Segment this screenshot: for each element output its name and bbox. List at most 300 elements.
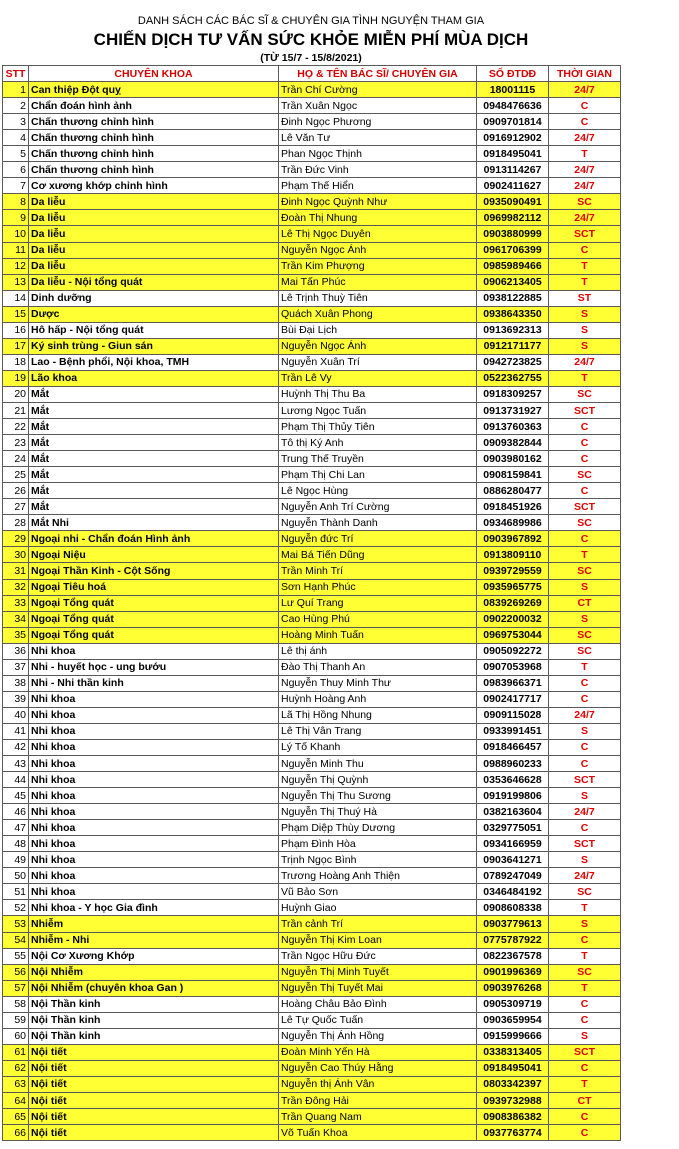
table-row	[3, 194, 621, 210]
specialty-cell: Mắt Nhi	[29, 515, 279, 531]
row-number: 24	[3, 451, 29, 467]
doctor-name-cell: Nguyễn Thị Ánh Hồng	[279, 1028, 477, 1044]
row-number: 66	[3, 1125, 29, 1141]
doctor-name-cell: Phạm Thế Hiển	[279, 178, 477, 194]
row-number: 37	[3, 659, 29, 675]
time-cell: C	[549, 675, 621, 691]
time-cell: SC	[549, 515, 621, 531]
table-row	[3, 996, 621, 1012]
doctor-name-cell: Nguyễn đức Trí	[279, 531, 477, 547]
specialty-cell: Nội Nhiễm (chuyên khoa Gan )	[29, 980, 279, 996]
doctor-name-cell: Trần Quang Nam	[279, 1109, 477, 1125]
phone-cell: 0915999666	[477, 1028, 549, 1044]
doctor-name-cell: Đào Thị Thanh An	[279, 659, 477, 675]
row-number: 7	[3, 178, 29, 194]
phone-cell: 0913692313	[477, 322, 549, 338]
phone-cell: 0918495041	[477, 146, 549, 162]
time-cell: T	[549, 146, 621, 162]
table-row	[3, 723, 621, 739]
column-header-name: HỌ & TÊN BÁC SĨ/ CHUYÊN GIA	[279, 66, 477, 82]
time-cell: T	[549, 370, 621, 386]
phone-cell: 0789247049	[477, 868, 549, 884]
row-number: 59	[3, 1012, 29, 1028]
time-cell: S	[549, 1028, 621, 1044]
table-row	[3, 354, 621, 370]
phone-cell: 0938122885	[477, 290, 549, 306]
specialty-cell: Nội tiết	[29, 1044, 279, 1060]
row-number: 51	[3, 884, 29, 900]
phone-cell: 0902417717	[477, 691, 549, 707]
phone-cell: 18001115	[477, 82, 549, 98]
phone-cell: 0906213405	[477, 274, 549, 290]
specialty-cell: Nội Thần kinh	[29, 1012, 279, 1028]
specialty-cell: Nội tiết	[29, 1125, 279, 1141]
phone-cell: 0903976268	[477, 980, 549, 996]
table-row	[3, 210, 621, 226]
specialty-cell: Mắt	[29, 419, 279, 435]
row-number: 10	[3, 226, 29, 242]
table-row	[3, 932, 621, 948]
time-cell: T	[549, 948, 621, 964]
phone-cell: 0822367578	[477, 948, 549, 964]
row-number: 6	[3, 162, 29, 178]
specialty-cell: Ngoại Tổng quát	[29, 627, 279, 643]
phone-cell: 0961706399	[477, 242, 549, 258]
list-title: DANH SÁCH CÁC BÁC SĨ & CHUYÊN GIA TÌNH NGUYỆN THAM GIA	[137, 15, 485, 27]
row-number: 38	[3, 675, 29, 691]
time-cell: C	[549, 1012, 621, 1028]
phone-cell: 0948476636	[477, 98, 549, 114]
table-row	[3, 643, 621, 659]
time-cell: SCT	[549, 499, 621, 515]
time-cell: S	[549, 338, 621, 354]
time-cell: T	[549, 980, 621, 996]
time-cell: C	[549, 98, 621, 114]
row-number: 35	[3, 627, 29, 643]
campaign-title: CHIẾN DỊCH TƯ VẤN SỨC KHỎE MIỄN PHÍ MÙA DỊCH	[93, 30, 529, 49]
table-row	[3, 82, 621, 98]
row-number: 36	[3, 643, 29, 659]
row-number: 55	[3, 948, 29, 964]
row-number: 62	[3, 1060, 29, 1076]
doctor-name-cell: Trung Thế Truyền	[279, 451, 477, 467]
row-number: 65	[3, 1109, 29, 1125]
specialty-cell: Nhiễm	[29, 916, 279, 932]
phone-cell: 0908159841	[477, 467, 549, 483]
doctor-name-cell: Phạm Thị Chi Lan	[279, 467, 477, 483]
doctor-name-cell: Trịnh Ngọc Bình	[279, 852, 477, 868]
time-cell: SC	[549, 964, 621, 980]
doctor-name-cell: Huỳnh Giao	[279, 900, 477, 916]
row-number: 21	[3, 402, 29, 418]
specialty-cell: Dược	[29, 306, 279, 322]
specialty-cell: Nhi khoa	[29, 820, 279, 836]
row-number: 23	[3, 435, 29, 451]
time-cell: 24/7	[549, 210, 621, 226]
time-cell: 24/7	[549, 354, 621, 370]
phone-cell: 0935965775	[477, 579, 549, 595]
specialty-cell: Ký sinh trùng - Giun sán	[29, 338, 279, 354]
time-cell: CT	[549, 1093, 621, 1109]
table-row	[3, 772, 621, 788]
doctor-list-sheet	[2, 14, 620, 1141]
specialty-cell: Da liễu	[29, 242, 279, 258]
doctor-name-cell: Nguyễn thị Ánh Vân	[279, 1076, 477, 1092]
row-number: 11	[3, 242, 29, 258]
time-cell: SC	[549, 627, 621, 643]
phone-cell: 0983966371	[477, 675, 549, 691]
phone-cell: 0338313405	[477, 1044, 549, 1060]
time-cell: C	[549, 691, 621, 707]
specialty-cell: Ngoại Tổng quát	[29, 611, 279, 627]
phone-cell: 0909115028	[477, 707, 549, 723]
table-row	[3, 467, 621, 483]
table-row	[3, 419, 621, 435]
doctor-name-cell: Phan Ngọc Thịnh	[279, 146, 477, 162]
row-number: 5	[3, 146, 29, 162]
doctor-name-cell: Nguyễn Anh Trí Cường	[279, 499, 477, 515]
doctor-name-cell: Lê Thị Ngọc Duyên	[279, 226, 477, 242]
doctor-name-cell: Nguyễn Thị Tuyết Mai	[279, 980, 477, 996]
column-header-stt: STT	[3, 66, 29, 82]
table-row	[3, 659, 621, 675]
specialty-cell: Chấn thương chỉnh hình	[29, 146, 279, 162]
table-row	[3, 852, 621, 868]
time-cell: SC	[549, 194, 621, 210]
time-cell: S	[549, 916, 621, 932]
table-row	[3, 1109, 621, 1125]
specialty-cell: Nhi khoa	[29, 788, 279, 804]
table-row	[3, 1125, 621, 1141]
doctor-name-cell: Nguyễn Thành Danh	[279, 515, 477, 531]
date-range: (TỪ 15/7 - 15/8/2021)	[260, 52, 362, 64]
table-body	[3, 82, 621, 1141]
doctor-name-cell: Nguyễn Thị Minh Tuyết	[279, 964, 477, 980]
specialty-cell: Nhi khoa	[29, 772, 279, 788]
specialty-cell: Mắt	[29, 451, 279, 467]
row-number: 42	[3, 739, 29, 755]
time-cell: 24/7	[549, 162, 621, 178]
doctor-name-cell: Huỳnh Thị Thu Ba	[279, 386, 477, 402]
table-row	[3, 836, 621, 852]
table-row	[3, 114, 621, 130]
time-cell: SC	[549, 643, 621, 659]
table-row	[3, 258, 621, 274]
column-header-time: THỜI GIAN	[549, 66, 621, 82]
table-row	[3, 322, 621, 338]
table-row	[3, 370, 621, 386]
table-row	[3, 980, 621, 996]
phone-cell: 0939732988	[477, 1093, 549, 1109]
time-cell: C	[549, 114, 621, 130]
table-row	[3, 1028, 621, 1044]
table-row	[3, 242, 621, 258]
time-cell: C	[549, 419, 621, 435]
phone-cell: 0918451926	[477, 499, 549, 515]
specialty-cell: Nội tiết	[29, 1076, 279, 1092]
table-row	[3, 547, 621, 563]
row-number: 47	[3, 820, 29, 836]
table-row	[3, 563, 621, 579]
table-row	[3, 1060, 621, 1076]
doctor-name-cell: Bùi Đại Lịch	[279, 322, 477, 338]
specialty-cell: Can thiệp Đột quỵ	[29, 82, 279, 98]
table-row	[3, 868, 621, 884]
row-number: 41	[3, 723, 29, 739]
phone-cell: 0913809110	[477, 547, 549, 563]
phone-cell: 0902200032	[477, 611, 549, 627]
specialty-cell: Hô hấp - Nội tổng quát	[29, 322, 279, 338]
row-number: 9	[3, 210, 29, 226]
row-number: 53	[3, 916, 29, 932]
specialty-cell: Mắt	[29, 467, 279, 483]
time-cell: S	[549, 579, 621, 595]
phone-cell: 0903880999	[477, 226, 549, 242]
doctor-name-cell: Phạm Thị Thủy Tiên	[279, 419, 477, 435]
time-cell: S	[549, 723, 621, 739]
table-row	[3, 306, 621, 322]
phone-cell: 0939729559	[477, 563, 549, 579]
time-cell: T	[549, 659, 621, 675]
doctor-name-cell: Lê Tự Quốc Tuấn	[279, 1012, 477, 1028]
specialty-cell: Nội tiết	[29, 1060, 279, 1076]
row-number: 3	[3, 114, 29, 130]
specialty-cell: Mắt	[29, 483, 279, 499]
row-number: 26	[3, 483, 29, 499]
phone-cell: 0353646628	[477, 772, 549, 788]
specialty-cell: Nội tiết	[29, 1093, 279, 1109]
doctor-name-cell: Trần Xuân Ngọc	[279, 98, 477, 114]
row-number: 28	[3, 515, 29, 531]
phone-cell: 0909382844	[477, 435, 549, 451]
phone-cell: 0903967892	[477, 531, 549, 547]
row-number: 32	[3, 579, 29, 595]
row-number: 14	[3, 290, 29, 306]
specialty-cell: Mắt	[29, 435, 279, 451]
row-number: 60	[3, 1028, 29, 1044]
phone-cell: 0916912902	[477, 130, 549, 146]
phone-cell: 0901996369	[477, 964, 549, 980]
doctor-name-cell: Lý Tố Khanh	[279, 739, 477, 755]
row-number: 43	[3, 756, 29, 772]
specialty-cell: Nhi khoa	[29, 884, 279, 900]
doctor-name-cell: Đinh Ngọc Quỳnh Như	[279, 194, 477, 210]
doctor-name-cell: Nguyễn Cao Thúy Hằng	[279, 1060, 477, 1076]
row-number: 48	[3, 836, 29, 852]
specialty-cell: Nội Nhiễm	[29, 964, 279, 980]
table-row	[3, 804, 621, 820]
time-cell: C	[549, 1125, 621, 1141]
doctor-name-cell: Phạm Đình Hòa	[279, 836, 477, 852]
doctor-name-cell: Nguyễn Minh Thu	[279, 756, 477, 772]
doctor-name-cell: Trần Ngọc Hữu Đức	[279, 948, 477, 964]
time-cell: S	[549, 306, 621, 322]
doctor-name-cell: Quách Xuân Phong	[279, 306, 477, 322]
doctor-name-cell: Nguyễn Xuân Trí	[279, 354, 477, 370]
row-number: 58	[3, 996, 29, 1012]
table-row	[3, 900, 621, 916]
time-cell: SC	[549, 563, 621, 579]
table-row	[3, 1044, 621, 1060]
row-number: 54	[3, 932, 29, 948]
doctor-name-cell: Nguyễn Ngọc Ánh	[279, 338, 477, 354]
row-number: 56	[3, 964, 29, 980]
table-row	[3, 386, 621, 402]
specialty-cell: Nội tiết	[29, 1109, 279, 1125]
row-number: 64	[3, 1093, 29, 1109]
row-number: 18	[3, 354, 29, 370]
doctor-name-cell: Sơn Hạnh Phúc	[279, 579, 477, 595]
specialty-cell: Chấn thương chỉnh hình	[29, 130, 279, 146]
phone-cell: 0913114267	[477, 162, 549, 178]
doctor-name-cell: Trương Hoàng Anh Thiện	[279, 868, 477, 884]
phone-cell: 0919199806	[477, 788, 549, 804]
table-row	[3, 756, 621, 772]
phone-cell: 0937763774	[477, 1125, 549, 1141]
time-cell: S	[549, 322, 621, 338]
specialty-cell: Nhi khoa	[29, 691, 279, 707]
table-row	[3, 290, 621, 306]
phone-cell: 0907053968	[477, 659, 549, 675]
table-header-row	[3, 66, 621, 82]
time-cell: CT	[549, 595, 621, 611]
specialty-cell: Nhi - Nhi thần kinh	[29, 675, 279, 691]
specialty-cell: Nhi khoa	[29, 707, 279, 723]
time-cell: 24/7	[549, 804, 621, 820]
specialty-cell: Da liễu	[29, 210, 279, 226]
row-number: 12	[3, 258, 29, 274]
phone-cell: 0913731927	[477, 402, 549, 418]
row-number: 20	[3, 386, 29, 402]
time-cell: SCT	[549, 1044, 621, 1060]
row-number: 15	[3, 306, 29, 322]
phone-cell: 0905092272	[477, 643, 549, 659]
table-row	[3, 1012, 621, 1028]
time-cell: S	[549, 611, 621, 627]
doctor-name-cell: Nguyễn Thị Thuý Hà	[279, 804, 477, 820]
doctor-name-cell: Mai Bá Tiến Dũng	[279, 547, 477, 563]
phone-cell: 0934689986	[477, 515, 549, 531]
phone-cell: 0988960233	[477, 756, 549, 772]
doctor-name-cell: Trần Kim Phượng	[279, 258, 477, 274]
doctor-name-cell: Trần Minh Trí	[279, 563, 477, 579]
row-number: 57	[3, 980, 29, 996]
time-cell: SC	[549, 467, 621, 483]
doctor-name-cell: Mai Tấn Phúc	[279, 274, 477, 290]
specialty-cell: Ngoại nhi - Chẩn đoán Hình ảnh	[29, 531, 279, 547]
doctor-name-cell: Lê Trịnh Thuỳ Tiên	[279, 290, 477, 306]
time-cell: T	[549, 258, 621, 274]
doctor-name-cell: Võ Tuấn Khoa	[279, 1125, 477, 1141]
time-cell: SCT	[549, 836, 621, 852]
time-cell: C	[549, 996, 621, 1012]
row-number: 45	[3, 788, 29, 804]
row-number: 29	[3, 531, 29, 547]
table-row	[3, 579, 621, 595]
doctor-name-cell: Lê Văn Tư	[279, 130, 477, 146]
time-cell: S	[549, 852, 621, 868]
doctor-name-cell: Lê Thị Vân Trang	[279, 723, 477, 739]
phone-cell: 0803342397	[477, 1076, 549, 1092]
table-row	[3, 788, 621, 804]
row-number: 27	[3, 499, 29, 515]
phone-cell: 0908608338	[477, 900, 549, 916]
phone-cell: 0903779613	[477, 916, 549, 932]
row-number: 13	[3, 274, 29, 290]
table-row	[3, 338, 621, 354]
specialty-cell: Mắt	[29, 499, 279, 515]
row-number: 33	[3, 595, 29, 611]
doctor-name-cell: Nguyễn Thị Kim Loan	[279, 932, 477, 948]
doctor-name-cell: Hoàng Minh Tuấn	[279, 627, 477, 643]
time-cell: 24/7	[549, 868, 621, 884]
phone-cell: 0346484192	[477, 884, 549, 900]
time-cell: C	[549, 932, 621, 948]
specialty-cell: Chẩn đoán hình ảnh	[29, 98, 279, 114]
specialty-cell: Da liễu	[29, 258, 279, 274]
specialty-cell: Nội Thần kinh	[29, 1028, 279, 1044]
doctor-name-cell: Lã Thị Hồng Nhung	[279, 707, 477, 723]
doctor-name-cell: Lương Ngọc Tuấn	[279, 402, 477, 418]
doctor-name-cell: Nguyễn Ngọc Ánh	[279, 242, 477, 258]
row-number: 61	[3, 1044, 29, 1060]
phone-cell: 0886280477	[477, 483, 549, 499]
table-row	[3, 98, 621, 114]
row-number: 46	[3, 804, 29, 820]
phone-cell: 0903641271	[477, 852, 549, 868]
doctor-name-cell: Nguyễn Thuy Minh Thư	[279, 675, 477, 691]
row-number: 25	[3, 467, 29, 483]
row-number: 17	[3, 338, 29, 354]
table-row	[3, 435, 621, 451]
row-number: 1	[3, 82, 29, 98]
specialty-cell: Nội Thần kinh	[29, 996, 279, 1012]
phone-cell: 0985989466	[477, 258, 549, 274]
doctor-name-cell: Đinh Ngọc Phương	[279, 114, 477, 130]
time-cell: T	[549, 547, 621, 563]
time-cell: C	[549, 483, 621, 499]
specialty-cell: Ngoại Tiêu hoá	[29, 579, 279, 595]
doctor-name-cell: Phạm Diệp Thùy Dương	[279, 820, 477, 836]
row-number: 52	[3, 900, 29, 916]
time-cell: SC	[549, 884, 621, 900]
doctor-name-cell: Cao Hùng Phú	[279, 611, 477, 627]
specialty-cell: Nhi khoa	[29, 756, 279, 772]
table-row	[3, 916, 621, 932]
phone-cell: 0969982112	[477, 210, 549, 226]
time-cell: S	[549, 788, 621, 804]
time-cell: 24/7	[549, 82, 621, 98]
row-number: 22	[3, 419, 29, 435]
time-cell: C	[549, 1109, 621, 1125]
phone-cell: 0969753044	[477, 627, 549, 643]
doctor-name-cell: Lư Quí Trang	[279, 595, 477, 611]
table-row	[3, 739, 621, 755]
phone-cell: 0912171177	[477, 338, 549, 354]
row-number: 49	[3, 852, 29, 868]
table-row	[3, 451, 621, 467]
phone-cell: 0918495041	[477, 1060, 549, 1076]
specialty-cell: Lão khoa	[29, 370, 279, 386]
specialty-cell: Chấn thương chỉnh hình	[29, 162, 279, 178]
specialty-cell: Mắt	[29, 402, 279, 418]
table-row	[3, 402, 621, 418]
phone-cell: 0934166959	[477, 836, 549, 852]
time-cell: C	[549, 739, 621, 755]
specialty-cell: Cơ xương khớp chỉnh hình	[29, 178, 279, 194]
doctor-name-cell: Trần Chí Cường	[279, 82, 477, 98]
phone-cell: 0918466457	[477, 739, 549, 755]
